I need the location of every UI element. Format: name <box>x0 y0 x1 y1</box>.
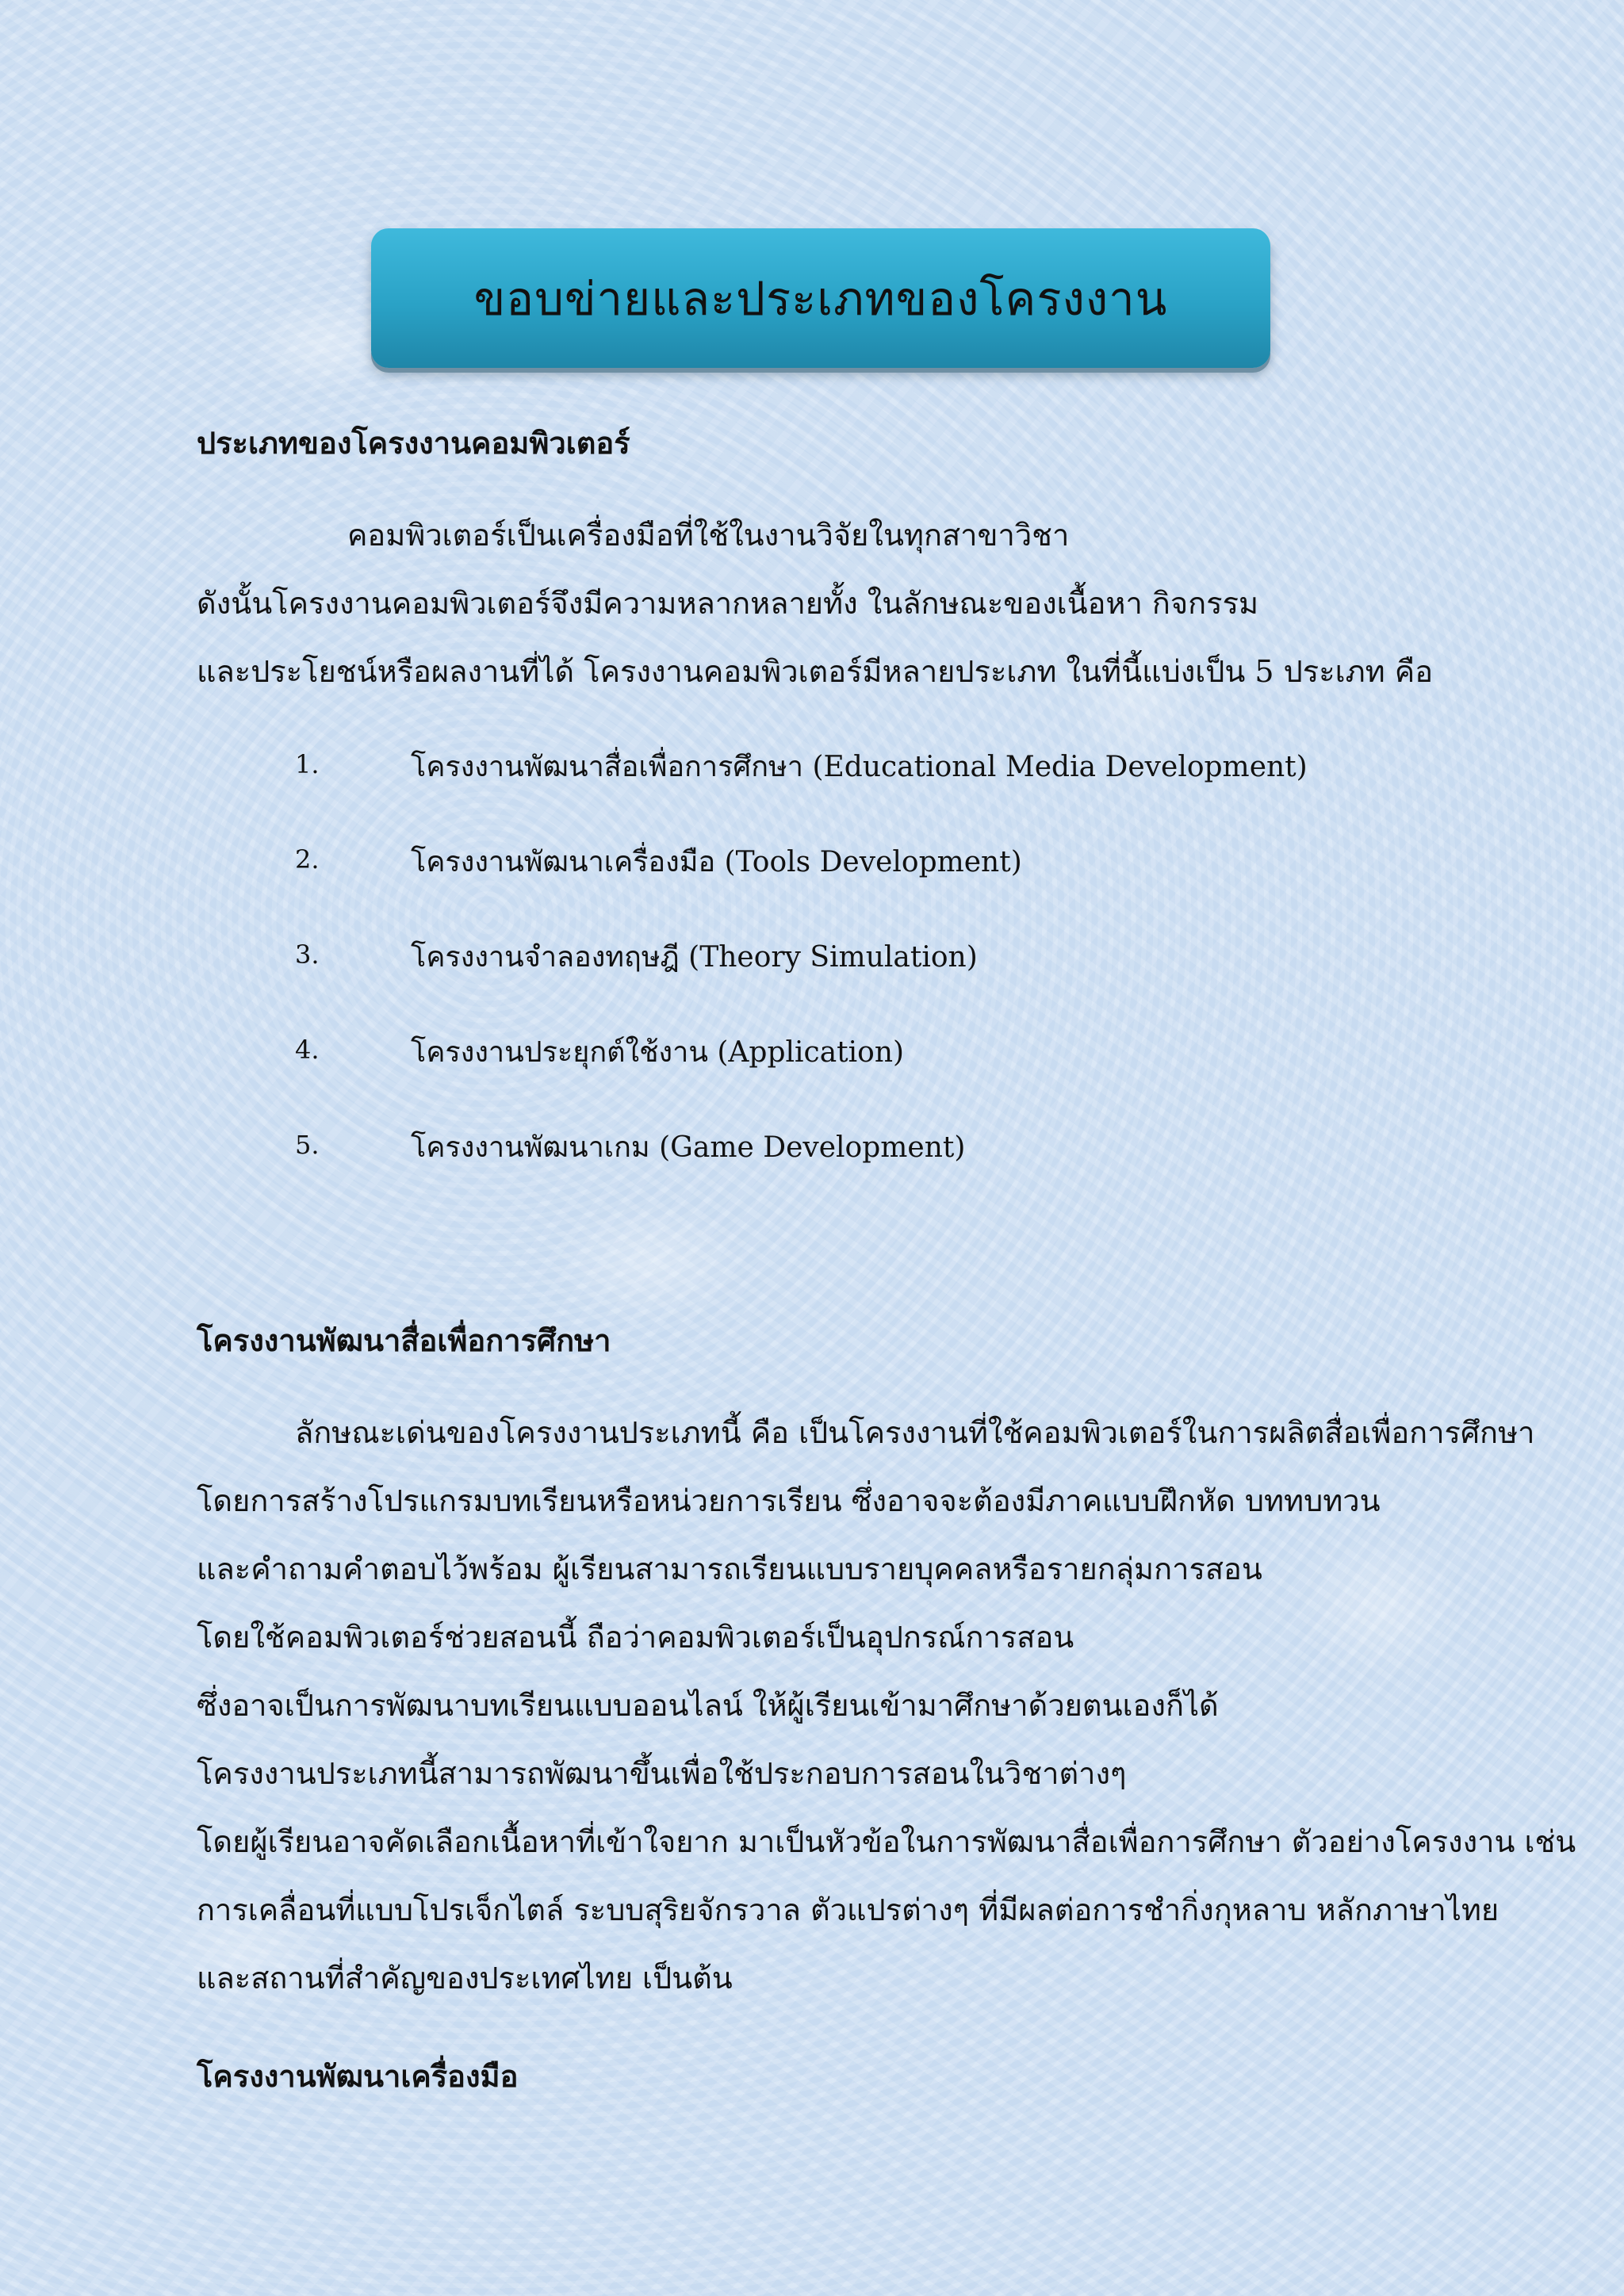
section-heading-tools-development: โครงงานพัฒนาเครื่องมือ <box>197 2058 519 2094</box>
paragraph-line: การเคลื่อนที่แบบโปรเจ็กไตล์ ระบบสุริยจักรวาล ตัวแปรต่างๆ ที่มีผลต่อการชำกิ่งกุหลาบ หลักภาษาไทย <box>197 1892 1500 1927</box>
paragraph-line: โดยใช้คอมพิวเตอร์ช่วยสอนนี้ ถือว่าคอมพิวเตอร์เป็นอุปกรณ์การสอน <box>197 1620 1074 1655</box>
list-item-text: โครงงานพัฒนาสื่อเพื่อการศึกษา (Educational Media Development) <box>411 751 1308 783</box>
paragraph-line: คอมพิวเตอร์เป็นเครื่องมือที่ใช้ในงานวิจัยในทุกสาขาวิชา <box>347 518 1070 553</box>
page-title: ขอบข่ายและประเภทของโครงงาน <box>473 271 1168 326</box>
list-item-number: 3. <box>295 939 320 970</box>
paragraph-line: โครงงานประเภทนี้สามารถพัฒนาขึ้นเพื่อใช้ประกอบการสอนในวิชาต่างๆ <box>197 1756 1127 1791</box>
section-heading-computer-project-types: ประเภทของโครงงานคอมพิวเตอร์ <box>197 425 630 461</box>
title-banner <box>371 228 1270 368</box>
list-item-number: 1. <box>295 749 320 779</box>
list-item-number: 5. <box>295 1130 320 1160</box>
paragraph-line: ดังนั้นโครงงานคอมพิวเตอร์จึงมีความหลากหลายทั้ง ในลักษณะของเนื้อหา กิจกรรม <box>197 586 1259 621</box>
list-item-text: โครงงานพัฒนาเกม (Game Development) <box>411 1131 966 1164</box>
paragraph-line: ลักษณะเด่นของโครงงานประเภทนี้ คือ เป็นโครงงานที่ใช้คอมพิวเตอร์ในการผลิตสื่อเพื่อการศึกษา <box>295 1415 1535 1450</box>
paragraph-line: ซึ่งอาจเป็นการพัฒนาบทเรียนแบบออนไลน์ ให้ผู้เรียนเข้ามาศึกษาด้วยตนเองก็ได้ <box>197 1688 1219 1723</box>
list-item-number: 2. <box>295 844 320 874</box>
list-item-text: โครงงานจำลองทฤษฎี (Theory Simulation) <box>411 941 978 974</box>
paragraph-line: โดยการสร้างโปรแกรมบทเรียนหรือหน่วยการเรียน ซึ่งอาจจะต้องมีภาคแบบฝึกหัด บททบทวน <box>197 1483 1381 1518</box>
paragraph-line: และประโยชน์หรือผลงานที่ได้ โครงงานคอมพิวเตอร์มีหลายประเภท ในที่นี้แบ่งเป็น 5 ประเภท คือ <box>197 654 1434 689</box>
paragraph-line: โดยผู้เรียนอาจคัดเลือกเนื้อหาที่เข้าใจยาก มาเป็นหัวข้อในการพัฒนาสื่อเพื่อการศึกษา ตัวอย่างโครงงาน เช่น <box>197 1824 1576 1859</box>
list-item-text: โครงงานพัฒนาเครื่องมือ (Tools Development) <box>411 846 1022 878</box>
list-item-text: โครงงานประยุกต์ใช้งาน (Application) <box>411 1036 905 1069</box>
list-item-number: 4. <box>295 1035 320 1065</box>
paragraph-line: และสถานที่สำคัญของประเทศไทย เป็นต้น <box>197 1961 733 1996</box>
paragraph-line: และคำถามคำตอบไว้พร้อม ผู้เรียนสามารถเรียนแบบรายบุคคลหรือรายกลุ่มการสอน <box>197 1552 1262 1586</box>
section-heading-educational-media: โครงงานพัฒนาสื่อเพื่อการศึกษา <box>197 1322 611 1358</box>
